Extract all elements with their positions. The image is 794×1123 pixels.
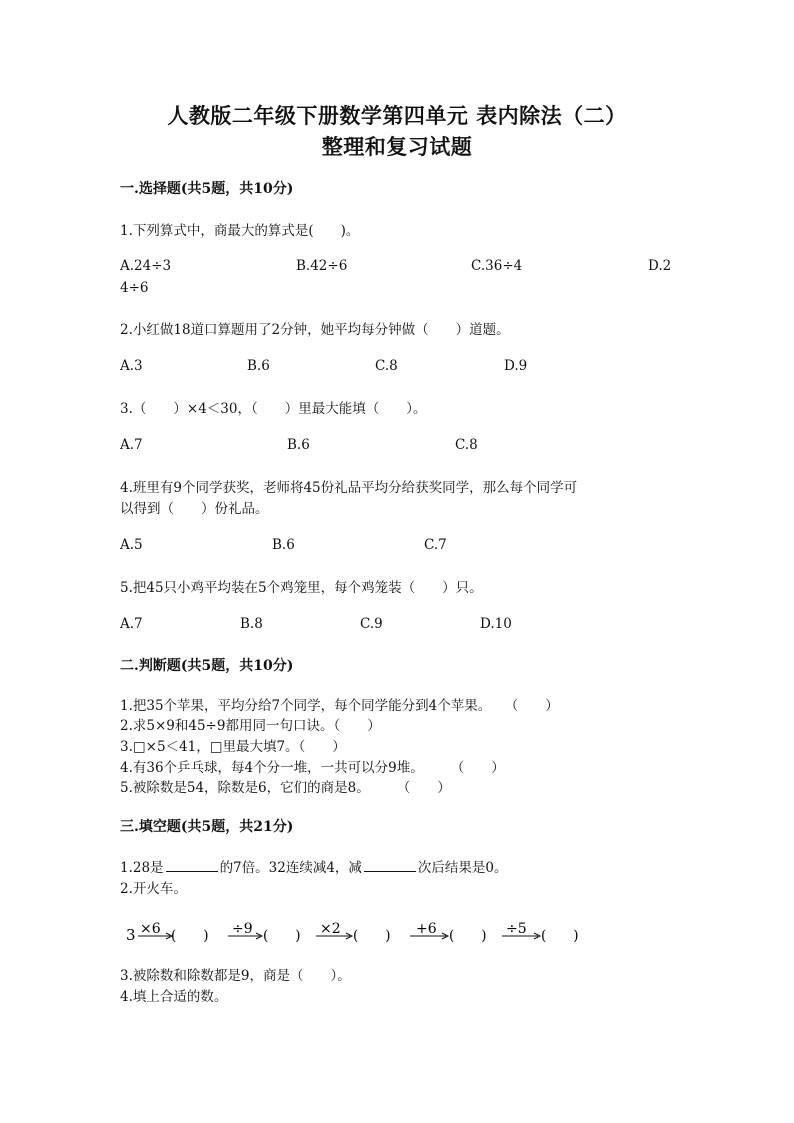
fill-item-2: 2.开火车。: [120, 881, 187, 897]
train-op-label: ×2: [320, 921, 341, 937]
train-diagram: [120, 918, 620, 958]
section-heading-choice: 一.选择题(共5题，共10分): [120, 181, 294, 197]
option-c: C.9: [360, 616, 383, 632]
judge-item-4: 4.有36个乒乓球，每4个分一堆，一共可以分9堆。 （ ）: [120, 760, 505, 776]
judge-item-2: 2.求5×9和45÷9都用同一句口诀。（ ）: [120, 718, 381, 734]
option-b: B.6: [247, 358, 270, 374]
question-1-1: 1.下列算式中，商最大的算式是( )。: [120, 223, 360, 239]
fill-item-4: 4.填上合适的数。: [120, 989, 228, 1005]
train-op-label: ÷5: [506, 921, 527, 937]
judge-item-3: 3.□×5＜41，□里最大填7。（ ）: [120, 739, 346, 755]
page-subtitle: 整理和复习试题: [321, 134, 473, 159]
option-d: D.2: [648, 258, 672, 274]
train-start-number: 3: [126, 926, 136, 944]
answer-paren[interactable]: ( ): [263, 928, 301, 944]
option-a: A.5: [120, 537, 143, 553]
train-op-label: ÷9: [232, 921, 253, 937]
question-1-2: 2.小红做18道口算题用了2分钟，她平均每分钟做（ ）道题。: [120, 322, 510, 338]
question-1-4-line1: 4.班里有9个同学获奖，老师将45份礼品平均分给获奖同学，那么每个同学可: [120, 480, 578, 496]
fill-item-1-part-a: 1.28是: [120, 860, 164, 876]
option-a: A.7: [120, 616, 143, 632]
answer-paren[interactable]: ( ): [449, 928, 487, 944]
train-step-5: [502, 921, 579, 944]
question-1-3: 3.（ ）×4＜30，（ ）里最大能填（ ）。: [120, 401, 427, 417]
option-c: C.36÷4: [471, 258, 523, 274]
answer-paren[interactable]: ( ): [171, 928, 209, 944]
option-a: A.7: [120, 437, 143, 453]
fill-item-3: 3.被除数和除数都是9，商是（ ）。: [120, 968, 351, 984]
answer-blank[interactable]: [166, 859, 218, 872]
fill-item-1: [120, 856, 508, 876]
answer-paren[interactable]: ( ): [353, 928, 391, 944]
option-d: D.9: [504, 358, 528, 374]
train-step-1: [138, 921, 209, 944]
option-c: C.8: [455, 437, 478, 453]
train-op-label: ×6: [140, 921, 161, 937]
fill-item-1-part-b: 的7倍。32连续减4，减: [219, 860, 362, 876]
train-step-3: [316, 921, 391, 944]
fill-item-1-part-c: 次后结果是0。: [417, 860, 508, 876]
option-b: B.42÷6: [296, 258, 348, 274]
train-step-4: [410, 921, 487, 944]
answer-blank[interactable]: [364, 859, 416, 872]
train-step-2: [228, 921, 301, 944]
question-1-4-line2: 以得到（ ）份礼品。: [120, 501, 269, 517]
section-heading-fill: 三.填空题(共5题，共21分): [120, 819, 294, 835]
train-op-label: +6: [416, 921, 437, 937]
question-1-5: 5.把45只小鸡平均装在5个鸡笼里，每个鸡笼装（ ）只。: [120, 580, 483, 596]
option-b: B.6: [287, 437, 310, 453]
option-c: C.7: [424, 537, 447, 553]
answer-paren[interactable]: ( ): [541, 928, 579, 944]
option-a: A.3: [120, 358, 143, 374]
judge-item-5: 5.被除数是54，除数是6，它们的商是8。 （ ）: [120, 780, 451, 796]
option-a: A.24÷3: [120, 258, 172, 274]
option-b: B.8: [240, 616, 263, 632]
option-d: D.10: [480, 616, 512, 632]
judge-item-1: 1.把35个苹果，平均分给7个同学，每个同学能分到4个苹果。 （ ）: [120, 698, 559, 714]
page-title: 人教版二年级下册数学第四单元 表内除法（二）: [167, 103, 627, 128]
option-c: C.8: [375, 358, 398, 374]
section-heading-judge: 二.判断题(共5题，共10分): [120, 658, 294, 674]
option-b: B.6: [272, 537, 295, 553]
option-d-wrap: 4÷6: [120, 280, 149, 296]
